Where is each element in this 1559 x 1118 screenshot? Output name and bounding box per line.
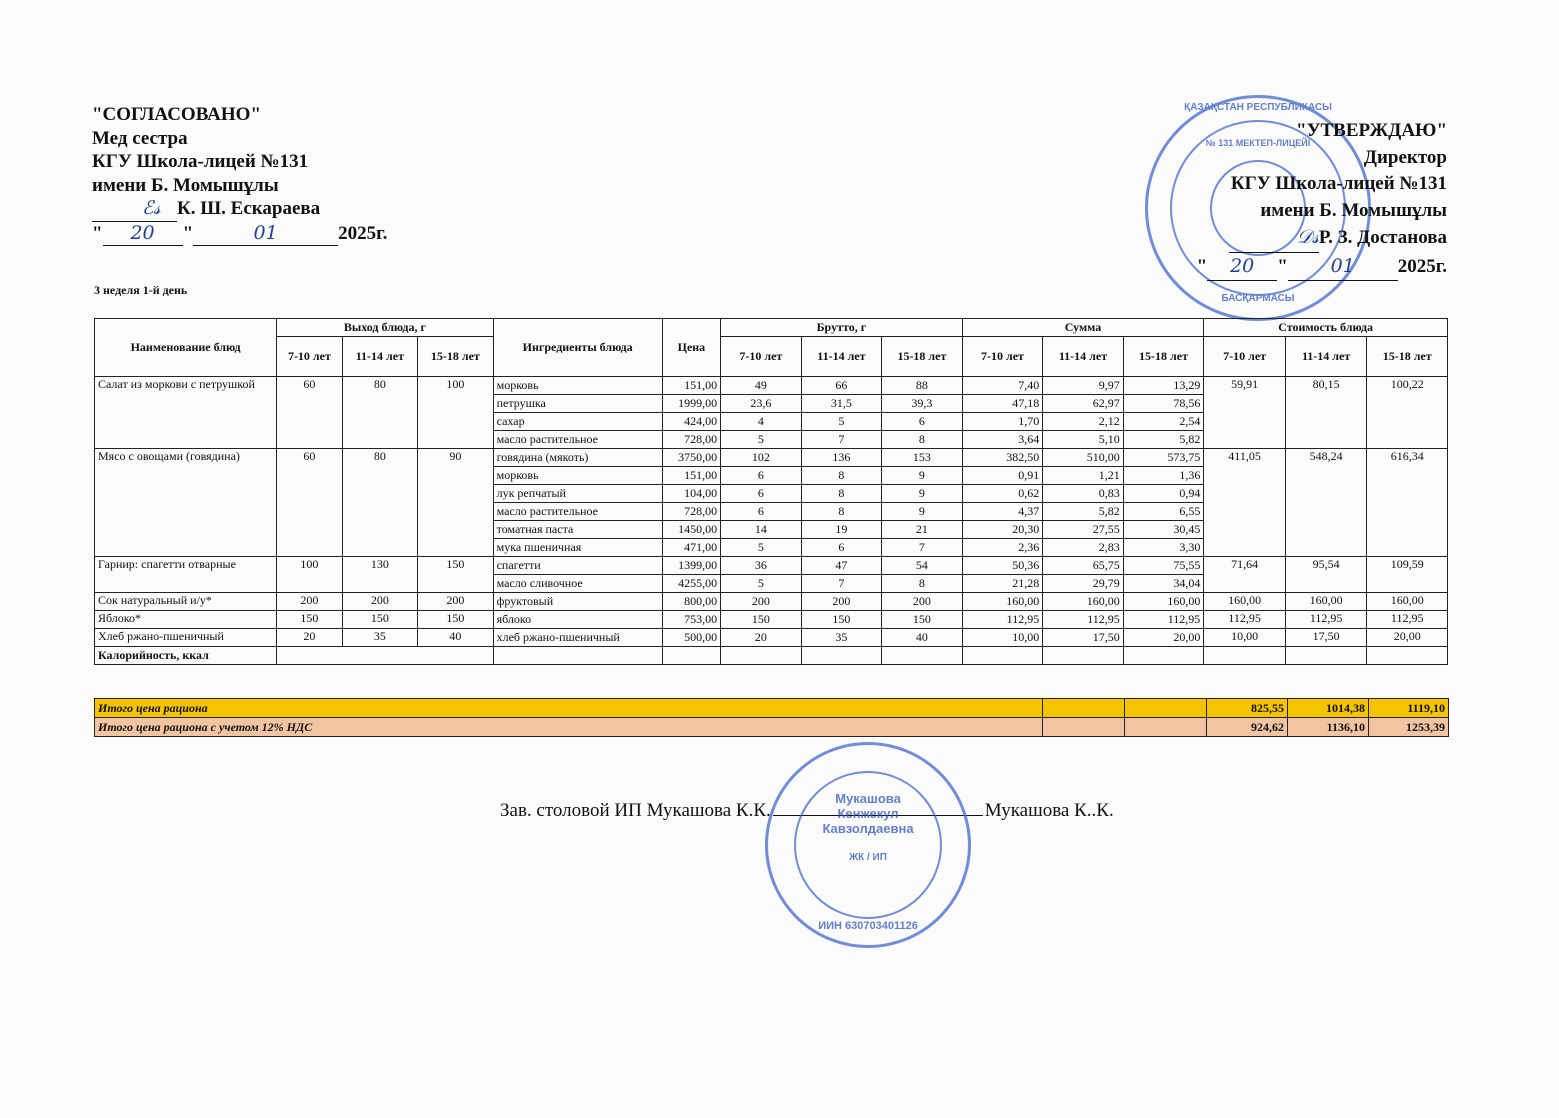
dish-name: Салат из моркови с петрушкой — [95, 377, 277, 449]
sum-value: 9,97 — [1043, 377, 1124, 395]
sum-value: 30,45 — [1123, 521, 1204, 539]
sum-value: 3,64 — [962, 431, 1043, 449]
brutto-value: 6 — [721, 503, 802, 521]
sum-value: 5,10 — [1043, 431, 1124, 449]
brutto-value: 5 — [801, 413, 882, 431]
table-row — [95, 611, 1448, 629]
sum-value: 13,29 — [1123, 377, 1204, 395]
brutto-value: 88 — [882, 377, 963, 395]
brutto-value: 5 — [721, 575, 802, 593]
brutto-value: 14 — [721, 521, 802, 539]
header-brutto: Брутто, г — [721, 319, 963, 337]
brutto-value: 8 — [801, 485, 882, 503]
canteen-head-label: Зав. столовой ИП Мукашова К.К. — [500, 800, 771, 821]
date-day: 20 — [130, 221, 155, 244]
brutto-value: 8 — [882, 431, 963, 449]
brutto-value: 7 — [882, 539, 963, 557]
week-day-label: 3 неделя 1-й день — [94, 283, 188, 297]
date-month: 01 — [253, 221, 278, 244]
header-age: 7-10 лет — [1204, 337, 1286, 377]
header-sum: Сумма — [962, 319, 1204, 337]
approve-org: КГУ Школа-лицей №131 — [1230, 173, 1447, 194]
ingredient-price: 471,00 — [662, 539, 720, 557]
signature-line — [92, 197, 177, 222]
brutto-value: 8 — [882, 575, 963, 593]
table-row — [95, 377, 1448, 395]
ip-stamp-name1: Мукашова — [835, 791, 901, 806]
ingredient-price: 800,00 — [662, 593, 720, 611]
ip-stamp-type: ЖК / ИП — [849, 852, 887, 863]
approval-signer-row — [92, 197, 387, 222]
ingredient-price: 728,00 — [662, 431, 720, 449]
sum-value: 2,12 — [1043, 413, 1124, 431]
brutto-value: 5 — [721, 539, 802, 557]
sum-value: 160,00 — [962, 593, 1043, 611]
cost-value: 80,15 — [1285, 377, 1367, 449]
output-value: 150 — [342, 611, 417, 629]
ingredient-name: томатная паста — [493, 521, 662, 539]
brutto-value: 19 — [801, 521, 882, 539]
ingredient-price: 151,00 — [662, 377, 720, 395]
brutto-value: 8 — [801, 503, 882, 521]
approve-signer-row — [1197, 224, 1447, 253]
brutto-value: 200 — [882, 593, 963, 611]
dish-name: Мясо с овощами (говядина) — [95, 449, 277, 557]
total-vat-value: 924,62 — [1207, 718, 1288, 737]
brutto-value: 9 — [882, 485, 963, 503]
output-value: 100 — [277, 557, 342, 593]
header-dish: Наименование блюд — [95, 319, 277, 377]
sum-value: 20,00 — [1123, 629, 1204, 647]
brutto-value: 66 — [801, 377, 882, 395]
dish-name: Яблоко* — [95, 611, 277, 629]
brutto-value: 54 — [882, 557, 963, 575]
cost-value: 160,00 — [1204, 593, 1286, 611]
approval-date-row: " 20 " 01 2025г. — [92, 222, 387, 247]
approve-date-row: " 20 " 01 2025г. — [1197, 253, 1447, 282]
cost-value: 71,64 — [1204, 557, 1286, 593]
header-age: 11-14 лет — [1043, 337, 1124, 377]
header-age: 11-14 лет — [1285, 337, 1367, 377]
sum-value: 47,18 — [962, 395, 1043, 413]
brutto-value: 20 — [721, 629, 802, 647]
brutto-value: 7 — [801, 575, 882, 593]
header-age: 11-14 лет — [342, 337, 417, 377]
total-value: 1119,10 — [1369, 699, 1449, 718]
brutto-value: 7 — [801, 431, 882, 449]
approval-block-right — [1197, 118, 1447, 281]
sum-value: 382,50 — [962, 449, 1043, 467]
ingredient-price: 1999,00 — [662, 395, 720, 413]
stamp-text-mid: № 131 МЕКТЕП-ЛИЦЕЙІ — [1205, 138, 1311, 148]
brutto-value: 5 — [721, 431, 802, 449]
ingredient-name: масло растительное — [493, 431, 662, 449]
ingredient-name: петрушка — [493, 395, 662, 413]
brutto-value: 31,5 — [801, 395, 882, 413]
stamp-text-bottom: БАСҚАРМАСЫ — [1221, 293, 1295, 304]
ingredient-name: фруктовый — [493, 593, 662, 611]
sum-value: 29,79 — [1043, 575, 1124, 593]
ingredient-name: яблоко — [493, 611, 662, 629]
sum-value: 0,91 — [962, 467, 1043, 485]
approval-block-left — [92, 103, 387, 246]
header-age: 7-10 лет — [962, 337, 1043, 377]
sum-value: 112,95 — [1123, 611, 1204, 629]
sum-value: 1,21 — [1043, 467, 1124, 485]
handwritten-signature: ℰ𝓈 — [142, 197, 161, 219]
sum-value: 50,36 — [962, 557, 1043, 575]
sum-value: 75,55 — [1123, 557, 1204, 575]
sum-value: 573,75 — [1123, 449, 1204, 467]
total-vat-label: Итого цена рациона с учетом 12% НДС — [95, 718, 1043, 737]
header-age: 15-18 лет — [1367, 337, 1448, 377]
sum-value: 5,82 — [1043, 503, 1124, 521]
sum-value: 160,00 — [1043, 593, 1124, 611]
brutto-value: 6 — [721, 467, 802, 485]
ingredient-price: 4255,00 — [662, 575, 720, 593]
header-age: 15-18 лет — [418, 337, 494, 377]
brutto-value: 23,6 — [721, 395, 802, 413]
sum-value: 112,95 — [1043, 611, 1124, 629]
table-row — [95, 449, 1448, 467]
menu-table-body — [95, 377, 1448, 665]
output-value: 150 — [418, 557, 494, 593]
ingredient-price: 728,00 — [662, 503, 720, 521]
ip-stamp-name3: Кавзолдаевна — [822, 821, 914, 836]
approve-date-day: 20 — [1230, 254, 1255, 277]
totals-table — [94, 698, 1449, 737]
cost-value: 10,00 — [1204, 629, 1286, 647]
approve-date-month: 01 — [1330, 254, 1355, 277]
ingredient-name: спагетти — [493, 557, 662, 575]
output-value: 80 — [342, 377, 417, 449]
cost-value: 112,95 — [1204, 611, 1286, 629]
approval-signer: К. Ш. Ескараева — [177, 198, 321, 219]
brutto-value: 35 — [801, 629, 882, 647]
ingredient-name: говядина (мякоть) — [493, 449, 662, 467]
sum-value: 2,54 — [1123, 413, 1204, 431]
ingredient-name: мука пшеничная — [493, 539, 662, 557]
calories-row — [95, 647, 1448, 665]
sum-value: 65,75 — [1043, 557, 1124, 575]
cost-value: 548,24 — [1285, 449, 1367, 557]
sum-value: 34,04 — [1123, 575, 1204, 593]
approve-role: Директор — [1363, 146, 1447, 168]
dish-name: Сок натуральный и/у* — [95, 593, 277, 611]
output-value: 100 — [418, 377, 494, 449]
header-age: 7-10 лет — [721, 337, 802, 377]
ingredient-price: 500,00 — [662, 629, 720, 647]
table-row — [95, 593, 1448, 611]
sum-value: 2,83 — [1043, 539, 1124, 557]
cost-value: 20,00 — [1367, 629, 1448, 647]
cost-value: 59,91 — [1204, 377, 1286, 449]
output-value: 130 — [342, 557, 417, 593]
output-value: 35 — [342, 629, 417, 647]
brutto-value: 136 — [801, 449, 882, 467]
header-ingredients: Ингредиенты блюда — [493, 319, 662, 377]
cost-value: 17,50 — [1285, 629, 1367, 647]
sum-value: 20,30 — [962, 521, 1043, 539]
header-age: 11-14 лет — [801, 337, 882, 377]
header-output: Выход блюда, г — [277, 319, 493, 337]
ingredient-name: масло сливочное — [493, 575, 662, 593]
dish-name: Хлеб ржано-пшеничный — [95, 629, 277, 647]
approval-org-name: имени Б. Момышұлы — [92, 174, 279, 196]
approve-date-year: 2025г. — [1397, 255, 1447, 277]
sum-value: 0,62 — [962, 485, 1043, 503]
total-vat-row — [95, 718, 1449, 737]
output-value: 60 — [277, 449, 342, 557]
header-age: 15-18 лет — [1123, 337, 1204, 377]
output-value: 80 — [342, 449, 417, 557]
ingredient-price: 1450,00 — [662, 521, 720, 539]
output-value: 40 — [418, 629, 494, 647]
sum-value: 4,37 — [962, 503, 1043, 521]
sum-value: 10,00 — [962, 629, 1043, 647]
approve-signer: Р. З. Достанова — [1318, 227, 1447, 248]
output-value: 150 — [418, 611, 494, 629]
brutto-value: 49 — [721, 377, 802, 395]
approval-org: КГУ Школа-лицей №131 — [92, 151, 309, 172]
output-value: 200 — [277, 593, 342, 611]
sum-value: 21,28 — [962, 575, 1043, 593]
table-row — [95, 629, 1448, 647]
brutto-value: 102 — [721, 449, 802, 467]
canteen-head-name: Мукашова К..К. — [984, 800, 1114, 821]
cost-value: 160,00 — [1367, 593, 1448, 611]
brutto-value: 8 — [801, 467, 882, 485]
output-value: 200 — [342, 593, 417, 611]
brutto-value: 150 — [882, 611, 963, 629]
brutto-value: 4 — [721, 413, 802, 431]
sum-value: 78,56 — [1123, 395, 1204, 413]
ingredient-name: сахар — [493, 413, 662, 431]
header-price: Цена — [662, 319, 720, 377]
cost-value: 112,95 — [1367, 611, 1448, 629]
sum-value: 17,50 — [1043, 629, 1124, 647]
brutto-value: 21 — [882, 521, 963, 539]
brutto-value: 150 — [801, 611, 882, 629]
brutto-value: 6 — [882, 413, 963, 431]
brutto-value: 153 — [882, 449, 963, 467]
sum-value: 1,70 — [962, 413, 1043, 431]
cost-value: 112,95 — [1285, 611, 1367, 629]
ingredient-name: хлеб ржано-пшеничный — [493, 629, 662, 647]
brutto-value: 36 — [721, 557, 802, 575]
brutto-value: 40 — [882, 629, 963, 647]
ip-stamp-iin: ИИН 630703401126 — [818, 920, 918, 932]
cost-value: 109,59 — [1367, 557, 1448, 593]
menu-table — [94, 318, 1448, 665]
total-value: 1014,38 — [1288, 699, 1369, 718]
ingredient-name: морковь — [493, 467, 662, 485]
ingredient-price: 104,00 — [662, 485, 720, 503]
cost-value: 616,34 — [1367, 449, 1448, 557]
cost-value: 100,22 — [1367, 377, 1448, 449]
ingredient-price: 151,00 — [662, 467, 720, 485]
brutto-value: 47 — [801, 557, 882, 575]
header-age: 7-10 лет — [277, 337, 342, 377]
dish-name: Гарнир: спагетти отварные — [95, 557, 277, 593]
sum-value: 7,40 — [962, 377, 1043, 395]
sum-value: 27,55 — [1043, 521, 1124, 539]
approval-role: Мед сестра — [92, 127, 188, 149]
brutto-value: 6 — [721, 485, 802, 503]
ingredient-name: морковь — [493, 377, 662, 395]
approve-title: "УТВЕРЖДАЮ" — [1296, 120, 1447, 141]
total-value: 825,55 — [1207, 699, 1288, 718]
sum-value: 2,36 — [962, 539, 1043, 557]
sum-value: 0,94 — [1123, 485, 1204, 503]
total-row — [95, 699, 1449, 718]
calories-label: Калорийность, ккал — [95, 647, 277, 665]
total-label: Итого цена рациона — [95, 699, 1043, 718]
ingredient-name: масло растительное — [493, 503, 662, 521]
ingredient-name: лук репчатый — [493, 485, 662, 503]
output-value: 20 — [277, 629, 342, 647]
cost-value: 160,00 — [1285, 593, 1367, 611]
sum-value: 1,36 — [1123, 467, 1204, 485]
sum-value: 510,00 — [1043, 449, 1124, 467]
handwritten-signature-right: 𝒟𝓈 — [1296, 226, 1319, 248]
header-age: 15-18 лет — [882, 337, 963, 377]
brutto-value: 9 — [882, 503, 963, 521]
sum-value: 5,82 — [1123, 431, 1204, 449]
brutto-value: 200 — [801, 593, 882, 611]
date-year: 2025г. — [338, 222, 388, 244]
sum-value: 0,83 — [1043, 485, 1124, 503]
ingredient-price: 424,00 — [662, 413, 720, 431]
sum-value: 112,95 — [962, 611, 1043, 629]
cost-value: 411,05 — [1204, 449, 1286, 557]
output-value: 90 — [418, 449, 494, 557]
output-value: 60 — [277, 377, 342, 449]
output-value: 150 — [277, 611, 342, 629]
brutto-value: 150 — [721, 611, 802, 629]
total-vat-value: 1253,39 — [1369, 718, 1449, 737]
sum-value: 3,30 — [1123, 539, 1204, 557]
sum-value: 62,97 — [1043, 395, 1124, 413]
brutto-value: 39,3 — [882, 395, 963, 413]
ingredient-price: 3750,00 — [662, 449, 720, 467]
total-vat-value: 1136,10 — [1288, 718, 1369, 737]
header-cost: Стоимость блюда — [1204, 319, 1448, 337]
sum-value: 6,55 — [1123, 503, 1204, 521]
cost-value: 95,54 — [1285, 557, 1367, 593]
approval-title: "СОГЛАСОВАНО" — [92, 104, 262, 125]
approve-org-name: имени Б. Момышұлы — [1260, 199, 1447, 221]
output-value: 200 — [418, 593, 494, 611]
brutto-value: 9 — [882, 467, 963, 485]
ingredient-price: 753,00 — [662, 611, 720, 629]
ip-stamp — [765, 742, 971, 948]
ip-stamp-name2: Кенжекул — [837, 806, 899, 821]
brutto-value: 6 — [801, 539, 882, 557]
sum-value: 160,00 — [1123, 593, 1204, 611]
ingredient-price: 1399,00 — [662, 557, 720, 575]
table-row — [95, 557, 1448, 575]
stamp-text-top: ҚАЗАҚСТАН РЕСПУБЛИКАСЫ — [1184, 102, 1332, 113]
brutto-value: 200 — [721, 593, 802, 611]
